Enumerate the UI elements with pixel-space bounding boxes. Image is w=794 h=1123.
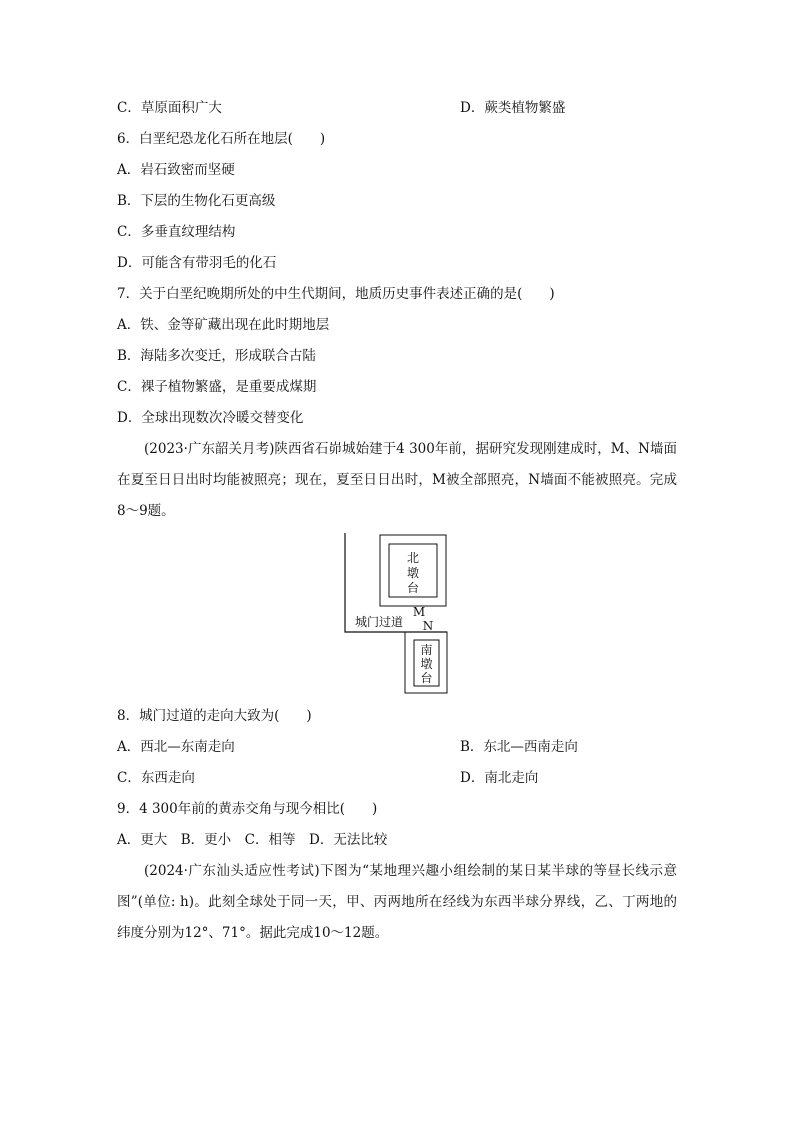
q7-option-a[interactable]: A．铁、金等矿藏出现在此时期地层 — [117, 317, 330, 333]
q7-stem: 7．关于白垩纪晚期所处的中生代期间，地质历史事件表述正确的是( ) — [117, 286, 555, 302]
q9-stem: 9．4 300年前的黄赤交角与现今相比( ) — [117, 801, 378, 817]
south-tower-char-3: 台 — [420, 671, 433, 685]
q8-stem: 8．城门过道的走向大致为( ) — [117, 708, 312, 724]
north-tower-char-1: 北 — [406, 551, 420, 565]
q9-options[interactable]: A．更大 B．更小 C．相等 D．无法比较 — [117, 832, 388, 848]
q6-option-d[interactable]: D．可能含有带羽毛的化石 — [117, 255, 277, 271]
q8-options-row-cd — [117, 768, 539, 788]
south-tower-char-2: 墩 — [420, 657, 433, 671]
north-tower-char-3: 台 — [406, 581, 420, 595]
q8-option-c[interactable]: C．东西走向 — [117, 770, 195, 786]
q5-options-row-cd — [117, 98, 566, 118]
city-gate-figure — [330, 530, 460, 698]
q5-option-c[interactable]: C．草原面积广大 — [117, 100, 222, 116]
north-tower-char-2: 墩 — [406, 566, 420, 580]
m-wall-label: M — [412, 605, 426, 619]
q7-option-d[interactable]: D．全球出现数次冷暖交替变化 — [117, 410, 304, 426]
q5-option-d[interactable]: D．蕨类植物繁盛 — [460, 100, 566, 116]
q7-option-c[interactable]: C．裸子植物繁盛，是重要成煤期 — [117, 379, 317, 395]
q6-option-c[interactable]: C．多垂直纹理结构 — [117, 224, 236, 240]
passage-10-12: (2024·广东汕头适应性考试)下图为“某地理兴趣小组绘制的某日某半球的等昼长线示意图”(单位: h)。此刻全球处于同一天，甲、丙两地所在经线为东西半球分界线，乙、丁两地的纬度分别为12°、71°。据此完成10～12题。 — [117, 863, 677, 941]
q6-option-b[interactable]: B．下层的生物化石更高级 — [117, 193, 276, 209]
south-tower-char-1: 南 — [420, 643, 433, 657]
passage-8-9: (2023·广东韶关月考)陕西省石峁城始建于4 300年前，据研究发现刚建成时，M、N墙面在夏至日日出时均能被照亮；现在，夏至日日出时，M被全部照亮，N墙面不能被照亮。完成8～9题。 — [117, 441, 677, 519]
q8-option-b[interactable]: B．东北—西南走向 — [460, 739, 578, 755]
n-wall-label: N — [422, 619, 434, 633]
q6-stem: 6．白垩纪恐龙化石所在地层( ) — [117, 131, 326, 147]
q8-option-a[interactable]: A．西北—东南走向 — [117, 739, 235, 755]
q7-option-b[interactable]: B．海陆多次变迁，形成联合古陆 — [117, 348, 316, 364]
passage-label: 城门过道 — [355, 615, 404, 629]
q8-options-row-ab — [117, 737, 578, 757]
q6-option-a[interactable]: A．岩石致密而坚硬 — [117, 162, 235, 178]
q8-option-d[interactable]: D．南北走向 — [460, 770, 539, 786]
